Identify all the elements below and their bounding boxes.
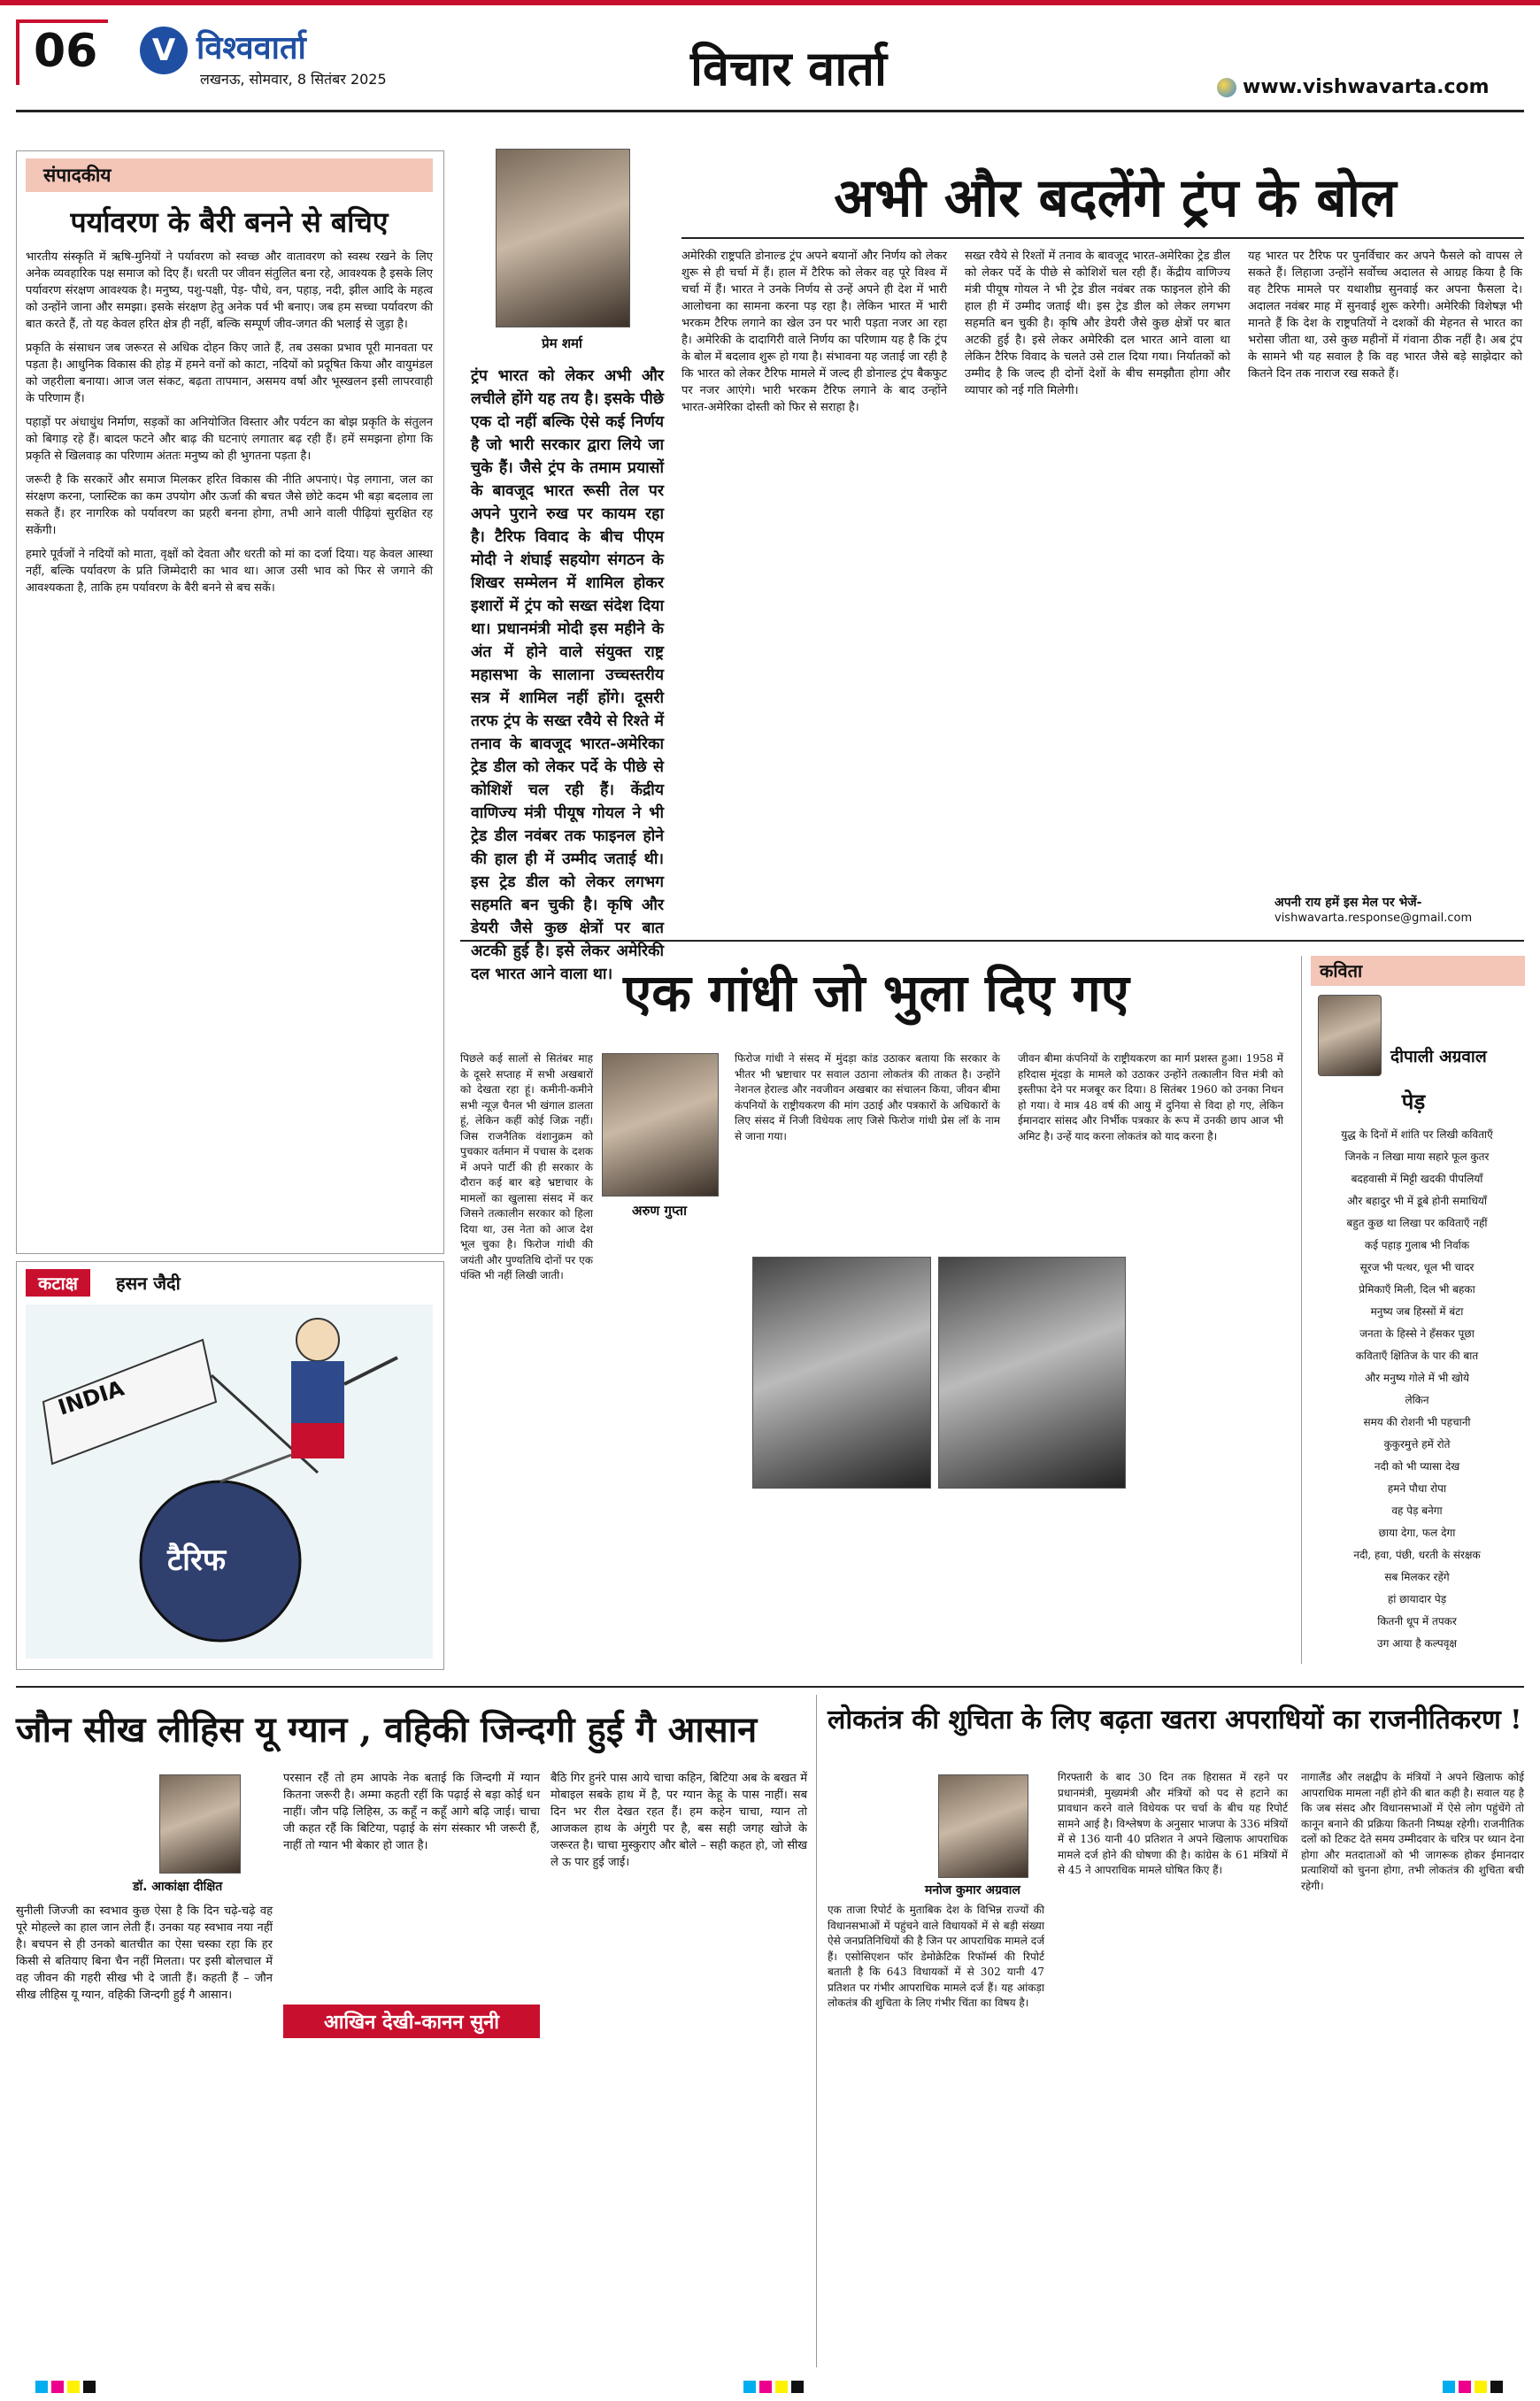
- bhojpuri-paragraph: परसान रहैं तो हम आपके नेक बताई कि जिन्दगी में ग्यान कितना जरूरी है। अम्मा कहती रहीं कि पढ़ाई से बड़ा कोई धन नाहीं। जौन पढ़ि लिहिस, ऊ कहूँ न कहूँ आगे बढ़ि जाई। चाचा जी कहत रहैं कि बिटिया, पढ़ाई के संग संस्कार भी जरूरी हैं, नाहीं तो ग्यान भी बेकार हो जात है।: [283, 1772, 540, 1852]
- dateline: लखनऊ, सोमवार, 8 सितंबर 2025: [200, 71, 387, 88]
- gandhi-column-2: [735, 1051, 1000, 1144]
- bottom-vertical-rule: [816, 1695, 817, 2367]
- website-link[interactable]: www.vishwavarta.com: [1243, 76, 1490, 98]
- lead-title: अभी और बदलेंगे ट्रंप के बोल: [834, 167, 1397, 229]
- gandhi-author: अरुण गुप्ता: [632, 1203, 687, 1219]
- poem-line: कविताएँ क्षितिज के पार की बात: [1355, 1350, 1479, 1362]
- poet-name: दीपाली अग्रवाल: [1390, 1047, 1487, 1066]
- poem-line: और मनुष्य गोले में भी खोये: [1365, 1372, 1469, 1384]
- poem-lines: [1313, 1124, 1521, 1655]
- poem-line: बदहवासी में मिट्टी खदकी पीपलियाँ: [1351, 1173, 1483, 1185]
- cmyk-mark: [743, 2381, 756, 2393]
- poem-tag: कविता: [1311, 956, 1525, 986]
- poem-line: वह पेड़ बनेगा: [1391, 1504, 1443, 1517]
- poet-photo: [1318, 995, 1382, 1076]
- contact-line: अपनी राय हमें इस मेल पर भेजें-: [1274, 896, 1422, 910]
- lead-rule: [681, 237, 1524, 239]
- poem-line: कई पहाड़ गुलाब भी निर्वाक: [1364, 1239, 1470, 1251]
- editorial-title: पर्यावरण के बैरी बनने से बचिए: [70, 205, 389, 239]
- poem-section: [1301, 956, 1525, 1664]
- middle-bottom-rule: [16, 1686, 1524, 1688]
- editorial-body: [26, 249, 433, 596]
- poem-line: जनता के हिस्से ने हँसकर पूछा: [1359, 1327, 1475, 1340]
- cartoon-illustration: [26, 1304, 433, 1658]
- cmyk-mark: [1490, 2381, 1503, 2393]
- democracy-title: लोकतंत्र की शुचिता के लिए बढ़ता खतरा अपराधियों का राजनीतिकरण !: [828, 1705, 1522, 1735]
- cartoon-section: [16, 1261, 444, 1670]
- paper-name: विश्ववार्ता: [196, 30, 306, 66]
- editorial-paragraph: हमारे पूर्वजों ने नदियों को माता, वृक्षों को देवता और धरती को मां का दर्जा दिया। यह केवल आस्था नहीं, बल्कि पर्यावरण के प्रति जिम्मेदारी का भाव था। आज उसी भाव को फिर से जगाने की आवश्यकता है, ताकि हम पर्यावरण के बैरी बनने से बच सकें।: [26, 548, 433, 595]
- lead-paragraph: अमेरिकी राष्ट्रपति डोनाल्ड ट्रंप अपने बयानों और निर्णय को लेकर शुरू से ही चर्चा में हैं। हाल में टैरिफ को लेकर वह पूरे विश्व में चर्चा में हैं। भारत ने उनके निर्णय से उन्हें अपने ही देश में भारी आलोचना का सामना करना पड़ रहा है। लेकिन भारत में भारी भरकम टैरिफ लगाने का खेल उन पर भारी पड़ता नजर आ रहा है। अमेरिकी के दादागिरी वाले निर्णय का परिणाम यह है कि ट्रंप के बोल में बदलाव शुरू हो गया है। संभावना यह जताई जा रही है कि भारत को लेकर टैरिफ मामले में जल्द ही डोनाल्ड ट्रंप बैकफुट पर नजर आएंगे। भारी भरकम टैरिफ लगाने के बाद उन्होंने भारत-अमेरिका दोस्ती को फिर से सराहा है।: [681, 250, 947, 414]
- gandhi-paragraph: पिछले कई सालों से सितंबर माह के दूसरे सप्ताह में सभी अखबारों को देखता रहा हूं। कमीनी-कमीने सभी न्यूज़ चैनल भी खंगाल डालता हूं, लेकिन कहीं कोई जिक्र नहीं। जिस राजनैतिक वंशानुक्रम को पुचकार वर्तमान में पचास के दशक में अपने पार्टी की ही सरकार के दौरान कई बार बड़े भ्रष्टाचार के मामलों का खुलासा संसद में कर जिसने तत्कालीन सरकार को हिला दिया था, उस नेता को आज देश भूल चुका है। फिरोज गांधी की जयंती और पुण्यतिथि दोनों पर एक पंक्ति भी नहीं लिखी जाती।: [460, 1052, 593, 1281]
- democracy-paragraph: गिरफ्तारी के बाद 30 दिन तक हिरासत में रहने पर प्रधानमंत्री, मुख्यमंत्री और मंत्रियों को पद से हटाने का प्रावधान करने वाले विधेयक पर चर्चा के बीच यह रिपोर्ट सामने आई है। विश्लेषण के अनुसार भाजपा के 336 मंत्रियों में से 136 यानी 40 प्रतिशत ने अपने खिलाफ आपराधिक मामले दर्ज होने की घोषणा की है। कांग्रेस के 61 मंत्रियों में से 45 ने आपराधिक मामले घोषित किए हैं।: [1058, 1771, 1288, 1876]
- democracy-column-2: [1058, 1770, 1288, 1879]
- header-top-bar: [0, 0, 1540, 5]
- democracy-column-1: [828, 1770, 1044, 2012]
- feroze-gandhi-photo: [752, 1257, 931, 1489]
- editorial-section: [16, 150, 444, 1254]
- cmyk-mark: [1443, 2381, 1455, 2393]
- lead-column-3: [1248, 248, 1522, 382]
- poem-line: उग आया है कल्पवृक्ष: [1377, 1637, 1457, 1650]
- cmyk-mark: [759, 2381, 772, 2393]
- gandhi-paragraph: फिरोज गांधी ने संसद में मुंदड़ा कांड उठाकर बताया कि सरकार के भीतर भी भ्रष्टाचार पर सवाल उठाना लोकतंत्र की ताकत है। उन्होंने नेशनल हेराल्ड और नवजीवन अखबार का संचालन किया, जीवन बीमा कंपनियों के राष्ट्रीयकरण की मांग उठाई और पत्रकारों के अधिकारों के लिए संसद में निजी विधेयक लाए जिसे फिरोज गांधी प्रेस लॉ के नाम से जाना गया।: [735, 1052, 1000, 1143]
- bhojpuri-column-2: [283, 1770, 540, 1854]
- poem-line: लेकिन: [1405, 1394, 1429, 1406]
- bhojpuri-paragraph: सुनीली जिज्जी का स्वभाव कुछ ऐसा है कि दिन चढ़े-चढ़े वह पूरे मोहल्ले का हाल जान लेती हैं। उनका यह स्वभाव नया नहीं है। बचपन से ही उनको बातचीत का ऐसा चस्का रहा कि हर किसी से बतियाए बिना चैन नहीं मिलता। पर इसी बोलचाल में वह जीवन की गहरी सीख भी दे जाती हैं। कहती हैं – जौन सीख लीहिस यू ग्यान, वहिकी जिन्दगी हुई गै आसान।: [16, 1905, 273, 2002]
- bhojpuri-author: डॉ. आकांक्षा दीक्षित: [133, 1880, 223, 1894]
- author-photo-prem-sharma: [496, 149, 630, 327]
- poem-line: बहुत कुछ था लिखा पर कविताएँ नहीं: [1346, 1217, 1488, 1229]
- democracy-paragraph: नागालैंड और लक्षद्वीप के मंत्रियों ने अपने खिलाफ कोई आपराधिक मामला नहीं होने की बात कही है। सवाल यह है कि जब संसद और विधानसभाओं में ऐसे लोग पहुंचेंगे तो कानून बनाने की प्रक्रिया कितनी निष्पक्ष रहेगी। राजनीतिक दलों को टिकट देते समय उम्मीदवार के चरित्र पर ध्यान देना होगा और मतदाताओं को भी जागरूक होकर ईमानदार प्रत्याशियों को चुनना होगा, तभी लोकतंत्र की शुचिता बची रहेगी।: [1301, 1771, 1524, 1892]
- paper-logo-icon: V: [140, 27, 188, 74]
- lead-author: प्रेम शर्मा: [542, 335, 582, 351]
- cmyk-mark: [83, 2381, 96, 2393]
- democracy-author: मनोज कुमार अग्रवाल: [925, 1883, 1020, 1897]
- page-number-text: 06: [34, 25, 98, 78]
- cartoon-label-tariff: टैरिफ: [167, 1543, 227, 1578]
- gandhi-column-3: [1018, 1051, 1283, 1144]
- editorial-paragraph: भारतीय संस्कृति में ऋषि-मुनियों ने पर्यावरण को स्वच्छ और वातावरण को स्वस्थ रखने के लिए अनेक व्यवहारिक पक्ष समाज को दिए हैं। धरती पर जीवन संतुलित बना रहे, आवश्यक है इसके लिए पर्यावरण संरक्षण आवश्यक है। मनुष्य, पशु-पक्षी, पेड़- पौधे, वन, पहाड़, नदी, झील आदि के महत्व को उन्होंने जाना और समझा। इसके संरक्षण हेतु अनेक पर्व भी बनाए। जब हम सच्चा पर्यावरण की बात करते हैं, तो यह केवल हरित क्षेत्र ही नहीं, बल्कि सम्पूर्ण जीव-जगत की भलाई से जुड़ा है।: [26, 250, 433, 331]
- cmyk-mark: [35, 2381, 48, 2393]
- lead-intro: ट्रंप भारत को लेकर अभी और लचीले होंगे यह तय है। इसके पीछे एक दो नहीं बल्कि ऐसे कई निर्णय है जो भारी सरकार द्वारा लिये जा चुके हैं। जैसे ट्रंप के तमाम प्रयासों के बावजूद भारत रूसी तेल पर अपने पुराने रुख पर कायम रहा है। टैरिफ विवाद के बीच पीएम मोदी ने शंघाई सहयोग संगठन के शिखर सम्मेलन में शामिल होकर इशारों में ट्रंप को सख्त संदेश दिया था। प्रधानमंत्री मोदी इस महीने के अंत में होने वाले संयुक्त राष्ट्र महासभा के सालाना उच्चस्तरीय सत्र में शामिल नहीं होंगे। दूसरी तरफ ट्रंप के सख्त रवैये से रिश्ते में तनाव के बावजूद भारत-अमेरिका ट्रेड डील को लेकर पर्दे के पीछे से कोशिशें चल रही हैं। केंद्रीय वाणिज्य मंत्री पीयूष गोयल ने भी ट्रेड डील नवंबर तक फाइनल होने की हाल ही में उम्मीद जताई थी। इस ट्रेड डील को लेकर लगभग सहमति बन चुकी है। कृषि और डेयरी जैसे कुछ क्षेत्रों पर बात अटकी हुई है। इसे लेकर अमेरिकी दल भारत आने वाला था।: [471, 367, 664, 983]
- poem-line: युद्ध के दिनों में शांति पर लिखी कविताएँ: [1341, 1128, 1493, 1141]
- print-color-marks: [0, 2381, 1540, 2398]
- lead-paragraph: सख्त रवैये से रिश्तों में तनाव के बावजूद भारत-अमेरिका ट्रेड डील को लेकर पर्दे के पीछे से कोशिशें चल रही हैं। केंद्रीय वाणिज्य मंत्री पीयूष गोयल ने भी ट्रेड डील नवंबर तक फाइनल होने की हाल ही में उम्मीद जताई थी। इस ट्रेड डील को लेकर लगभग सहमति बन चुकी है। कृषि और डेयरी जैसे कुछ क्षेत्रों पर बात अटकी हुई है। इसे लेकर अमेरिकी दल भारत आने वाला था लेकिन टैरिफ विवाद के चलते उसे टाल दिया गया। निर्यातकों को उम्मीद है कि जल्द ही दोनों देशों के बीच समझौता होगा और व्यापार को नई गति मिलेगी।: [965, 250, 1230, 397]
- poem-line: और बहादुर भी में डूबे होनी समाधियाँ: [1347, 1195, 1487, 1207]
- poem-line: नदी को भी प्यासा देख: [1374, 1460, 1460, 1473]
- editorial-paragraph: जरूरी है कि सरकारें और समाज मिलकर हरित विकास की नीति अपनाएं। पेड़ लगाना, जल का संरक्षण करना, प्लास्टिक का कम उपयोग और ऊर्जा की बचत जैसे छोटे कदम भी बड़ा बदलाव ला सकते हैं। हर नागरिक को पर्यावरण का प्रहरी बनना होगा, तभी आने वाली पीढ़ियां सुरक्षित रह सकेंगी।: [26, 473, 433, 537]
- poem-line: हमने पौधा रोपा: [1387, 1482, 1447, 1495]
- header-rule: [16, 110, 1524, 112]
- poem-title: पेड़: [1401, 1089, 1426, 1114]
- democracy-paragraph: एक ताजा रिपोर्ट के मुताबिक देश के विभिन्न राज्यों की विधानसभाओं में पहुंचने वाले विधायकों में से बड़ी संख्या ऐसे जनप्रतिनिधियों की है जिन पर आपराधिक मामले दर्ज हैं। एसोसिएशन फॉर डेमोक्रेटिक रिफॉर्म्स की रिपोर्ट बताती है कि 643 विधायकों में से 302 यानी 47 प्रतिशत पर गंभीर आपराधिक मामले दर्ज हैं। यह आंकड़ा लोकतंत्र की शुचिता के लिए गंभीर चिंता का विषय है।: [828, 1904, 1044, 2009]
- editorial-paragraph: पहाड़ों पर अंधाधुंध निर्माण, सड़कों का अनियोजित विस्तार और पर्यटन का बोझ प्रकृति के संतुलन को बिगाड़ रहे हैं। बादल फटने और बाढ़ की घटनाएं लगातार बढ़ रही हैं। हमें समझना होगा कि प्रकृति से खिलवाड़ का परिणाम अंततः मनुष्य को ही भुगतना पड़ता है।: [26, 416, 433, 463]
- lead-column-2: [965, 248, 1230, 399]
- cmyk-mark: [1459, 2381, 1471, 2393]
- contact-email[interactable]: vishwavarta.response@gmail.com: [1274, 912, 1473, 925]
- cmyk-mark: [775, 2381, 788, 2393]
- democracy-column-3: [1301, 1770, 1524, 1894]
- bhojpuri-paragraph: बैठि गिर हुनंरे पास आये चाचा कहिन, बिटिया अब के बखत में मोबाइल सबके हाथ में है, पर ग्यान केहू के पास नाहीं। सब दिन भर रील देखत रहत हैं। हम कहेन चाचा, ग्यान तो आजकल हाथ के अंगुरी पर है, बस सही जगह खोजे के जरूरत है। चाचा मुस्कुराए और बोले – सही कहत हो, जो सीख ले ऊ पार हुई जाई।: [551, 1772, 807, 1869]
- author-photo-arun-gupta: [602, 1053, 719, 1197]
- cartoon-tag: कटाक्ष: [26, 1269, 90, 1297]
- poem-line: मनुष्य जब हिस्सों में बंटा: [1370, 1305, 1464, 1318]
- bhojpuri-column-3: [551, 1770, 807, 1871]
- poem-line: नदी, हवा, पंछी, धरती के संरक्षक: [1353, 1549, 1481, 1561]
- indira-gandhi-photo: [938, 1257, 1126, 1489]
- lead-paragraph: यह भारत पर टैरिफ पर पुनर्विचार कर अपने फैसले को वापस ले सकते हैं। लिहाजा उन्होंने सर्वोच्च अदालत से आग्रह किया है कि वह टैरिफ मामले पर यथाशीघ्र सुनवाई कर अपना फैसला दे। अदालत नवंबर माह में सुनवाई शुरू करेगी। अमेरिकी विशेषज्ञ भी मानते हैं कि देश के राष्ट्रपतियों ने दशकों की मेहनत से भारत का भरोसा जीता था, उसे कुछ महीनों में गंवाना ठीक नहीं है। अब ट्रंप के सामने भी यह सवाल है कि वह भारत जैसे बड़े साझेदार को कितने दिन तक नाराज रख सकते हैं।: [1248, 250, 1522, 381]
- poem-line: सब मिलकर रहेंगे: [1384, 1571, 1450, 1583]
- lead-column-1: [681, 248, 947, 416]
- poem-line: छाया देगा, फल देगा: [1378, 1527, 1456, 1539]
- section-title: विचार वार्ता: [690, 40, 887, 96]
- bhojpuri-title: जौन सीख लीहिस यू ग्यान , वहिकी जिन्दगी हुई गै आसान: [16, 1709, 758, 1751]
- cartoon-artist: हसन जैदी: [116, 1273, 181, 1294]
- bhojpuri-column-1: [16, 1770, 273, 2004]
- bhojpuri-subhead: आखिन देखी-कानन सुनी: [283, 2005, 540, 2038]
- poem-line: प्रेमिकाएँ मिली, दिल भी बहका: [1359, 1283, 1475, 1296]
- lead-bottom-rule: [460, 940, 1524, 942]
- gandhi-paragraph: जीवन बीमा कंपनियों के राष्ट्रीयकरण का मार्ग प्रशस्त हुआ। 1958 में हरिदास मूंदड़ा के मामले को उठाकर उन्होंने तत्कालीन वित्त मंत्री को इस्तीफा देने पर मजबूर कर दिया। 8 सितंबर 1960 को उनका निधन हो गया। वे मात्र 48 वर्ष की आयु में दुनिया से विदा हो गए, लेकिन ईमानदार सांसद और निर्भीक पत्रकार के रूप में उनकी छाप आज भी अमिट है। उन्हें याद करना लोकतंत्र को याद करना है।: [1018, 1052, 1283, 1143]
- gandhi-column-1: [460, 1051, 593, 1284]
- poem-line: कितनी धूप में तपकर: [1377, 1615, 1457, 1628]
- cmyk-mark: [67, 2381, 80, 2393]
- poem-line: कुकुरमुत्ते हमें रोते: [1383, 1438, 1451, 1451]
- editorial-tag: संपादकीय: [26, 158, 433, 192]
- editorial-paragraph: प्रकृति के संसाधन जब जरूरत से अधिक दोहन किए जाते हैं, तब उसका प्रभाव पूरी मानवता पर पड़ता है। आधुनिक विकास की होड़ में हमने वनों को काटा, नदियों को प्रदूषित किया और वायुमंडल को जहरीला बनाया। आज जल संकट, बढ़ता तापमान, असमय वर्षा और भूस्खलन इसी लापरवाही के परिणाम हैं।: [26, 342, 433, 405]
- poem-line: समय की रोशनी भी पहचानी: [1363, 1416, 1471, 1428]
- poem-line: हां छायादार पेड़: [1387, 1593, 1447, 1605]
- cmyk-mark: [791, 2381, 804, 2393]
- poem-line: जिनके न लिखा माया सहारे फूल कुतर: [1344, 1150, 1490, 1163]
- gandhi-title: एक गांधी जो भुला दिए गए: [623, 963, 1129, 1023]
- cartoon-label-india: INDIA: [55, 1375, 127, 1420]
- cmyk-mark: [51, 2381, 64, 2393]
- cmyk-mark: [1475, 2381, 1487, 2393]
- globe-icon: [1217, 78, 1236, 97]
- poem-line: सूरज भी पत्थर, धूल भी चादर: [1359, 1261, 1475, 1274]
